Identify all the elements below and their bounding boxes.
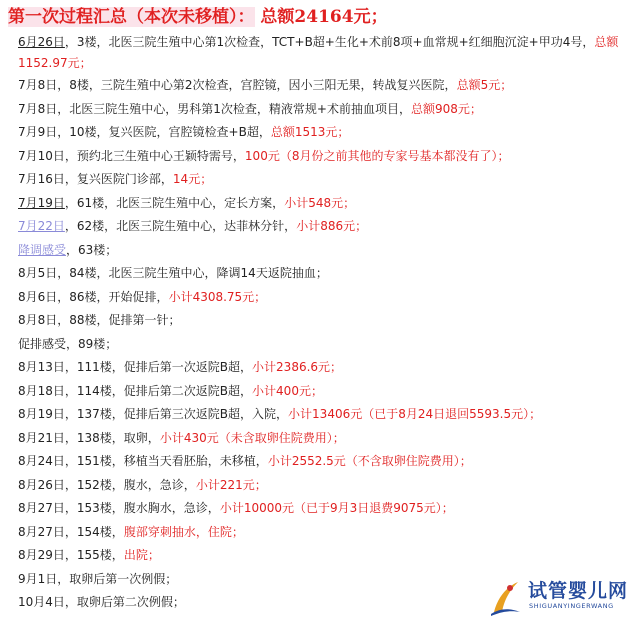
entry-date: 8月13日 — [18, 360, 65, 374]
entry-cost: 小计2386.6元； — [252, 360, 343, 374]
entry-cost: 100元（8月份之前其他的专家号基本都没有了）； — [244, 148, 510, 163]
entry-text: ，取卵后第二次例假； — [64, 595, 185, 609]
entry-cost: 腹部穿刺抽水，住院； — [123, 524, 244, 539]
entry-text: ，63楼； — [66, 242, 118, 257]
entry-date: 8月19日 — [18, 407, 65, 421]
entry-date: 7月9日 — [18, 125, 58, 139]
entry-text: ，3楼，北医三院生殖中心第1次检查，TCT+B超+生化+术前8项+血常规+红细胞沉淀+甲功4号， — [64, 35, 595, 49]
entry-row — [18, 239, 630, 263]
entry-cost: 小计548元； — [284, 195, 356, 210]
entry-text: ，取卵后第一次例假； — [57, 571, 178, 586]
entry-row — [18, 121, 630, 145]
entry-date: 8月18日 — [18, 383, 65, 398]
entry-date: 9月1日 — [18, 571, 58, 586]
entry-row — [18, 286, 630, 310]
entry-date: 7月8日 — [18, 78, 58, 92]
entry-date: 8月6日 — [18, 289, 58, 304]
entry-cost: 出院； — [123, 548, 160, 562]
entry-row — [18, 215, 630, 239]
entry-text: ，89楼； — [66, 336, 118, 351]
entry-date: 6月26日 — [18, 35, 65, 49]
entry-date-link[interactable]: 7月22日 — [18, 219, 65, 233]
title-heading: 第一次过程汇总（本次未移植）： — [8, 7, 255, 27]
entry-row — [18, 192, 630, 216]
entry-date: 8月27日 — [18, 501, 65, 515]
entry-row — [18, 98, 630, 122]
entry-date: 7月10日 — [18, 148, 65, 163]
entry-text: ，10楼，复兴医院，宫腔镜检查+B超， — [57, 125, 271, 139]
entry-text: ，155楼， — [64, 548, 124, 562]
entry-text: ，北医三院生殖中心，男科第1次检查，精液常规+术前抽血项目， — [57, 101, 411, 116]
entry-text: ，138楼，取卵， — [64, 430, 160, 445]
entry-date: 8月21日 — [18, 430, 65, 445]
entry-row — [18, 262, 630, 286]
entry-row — [18, 168, 630, 192]
entry-date-link[interactable]: 降调感受 — [18, 242, 67, 257]
entry-cost: 总额1513元； — [270, 125, 350, 139]
entry-cost: 小计13406元（已于8月24日退回5593.5元）； — [288, 407, 542, 421]
entry-row — [18, 32, 630, 74]
entry-date: 8月26日 — [18, 477, 65, 492]
entry-cost: 小计10000元（已于9月3日退费9075元）； — [219, 501, 454, 515]
entry-text: ，84楼，北医三院生殖中心，降调14天返院抽血； — [57, 266, 328, 280]
entry-row — [18, 74, 630, 98]
entry-text: ，137楼，促排后第三次返院B超，入院， — [64, 407, 289, 421]
site-watermark — [488, 574, 638, 622]
entry-list — [18, 32, 630, 615]
entry-text: ，86楼，开始促排， — [57, 289, 169, 304]
entry-cost: 总额1152.97元； — [18, 35, 619, 70]
entry-text: ，111楼，促排后第一次返院B超， — [64, 360, 253, 374]
entry-text: ，152楼，腹水，急诊， — [64, 477, 196, 492]
entry-cost: 小计221元； — [195, 477, 267, 492]
site-logo-icon — [488, 578, 522, 618]
entry-date: 8月8日 — [18, 313, 58, 327]
entry-row — [18, 333, 630, 357]
entry-date: 7月16日 — [18, 172, 65, 186]
entry-row — [18, 427, 630, 451]
entry-text: ，151楼，移植当天看胚胎，未移植， — [64, 454, 268, 468]
entry-text: ，61楼，北医三院生殖中心，定长方案， — [64, 195, 285, 210]
entry-row — [18, 450, 630, 474]
entry-text: ，复兴医院门诊部， — [64, 172, 173, 186]
entry-date: 10月4日 — [18, 595, 65, 609]
entry-text: ，154楼， — [64, 524, 124, 539]
entry-date: 8月24日 — [18, 454, 65, 468]
entry-cost: 小计400元； — [252, 383, 323, 398]
watermark-cn: 试管婴儿网 — [528, 580, 629, 602]
watermark-en: SHIGUANYINGERWANG — [529, 602, 614, 610]
entry-date: 8月27日 — [18, 524, 65, 539]
entry-date: 8月29日 — [18, 548, 65, 562]
entry-row — [18, 356, 630, 380]
entry-cost: 总额5元； — [456, 78, 513, 92]
entry-cost: 小计2552.5元（不含取卵住院费用）； — [267, 454, 472, 468]
entry-row — [18, 145, 630, 169]
entry-cost: 小计430元（未含取卵住院费用）； — [159, 430, 345, 445]
entry-date: 7月8日 — [18, 101, 58, 116]
entry-date: 7月19日 — [18, 195, 65, 210]
entry-text: ，153楼，腹水胸水，急诊， — [64, 501, 220, 515]
entry-row — [18, 309, 630, 333]
entry-date: 8月5日 — [18, 266, 58, 280]
entry-date: 促排感受 — [18, 336, 67, 351]
entry-text: ，8楼，三院生殖中心第2次检查，宫腔镜，因小三阳无果，转战复兴医院， — [57, 78, 457, 92]
entry-row — [18, 403, 630, 427]
entry-cost: 小计886元； — [296, 219, 368, 233]
entry-cost: 14元； — [172, 172, 213, 186]
page-title — [8, 4, 628, 30]
title-total: 总额24164元； — [260, 7, 388, 27]
entry-row — [18, 521, 630, 545]
entry-row — [18, 497, 630, 521]
entry-text: ，88楼，促排第一针； — [57, 313, 181, 327]
entry-text: ，预约北三生殖中心王颖特需号， — [64, 148, 245, 163]
entry-text: ，62楼，北医三院生殖中心，达菲林分针， — [64, 219, 297, 233]
entry-cost: 小计4308.75元； — [168, 289, 267, 304]
entry-text: ，114楼，促排后第二次返院B超， — [64, 383, 253, 398]
entry-row — [18, 380, 630, 404]
entry-row — [18, 474, 630, 498]
entry-cost: 总额908元； — [410, 101, 482, 116]
entry-row — [18, 544, 630, 568]
